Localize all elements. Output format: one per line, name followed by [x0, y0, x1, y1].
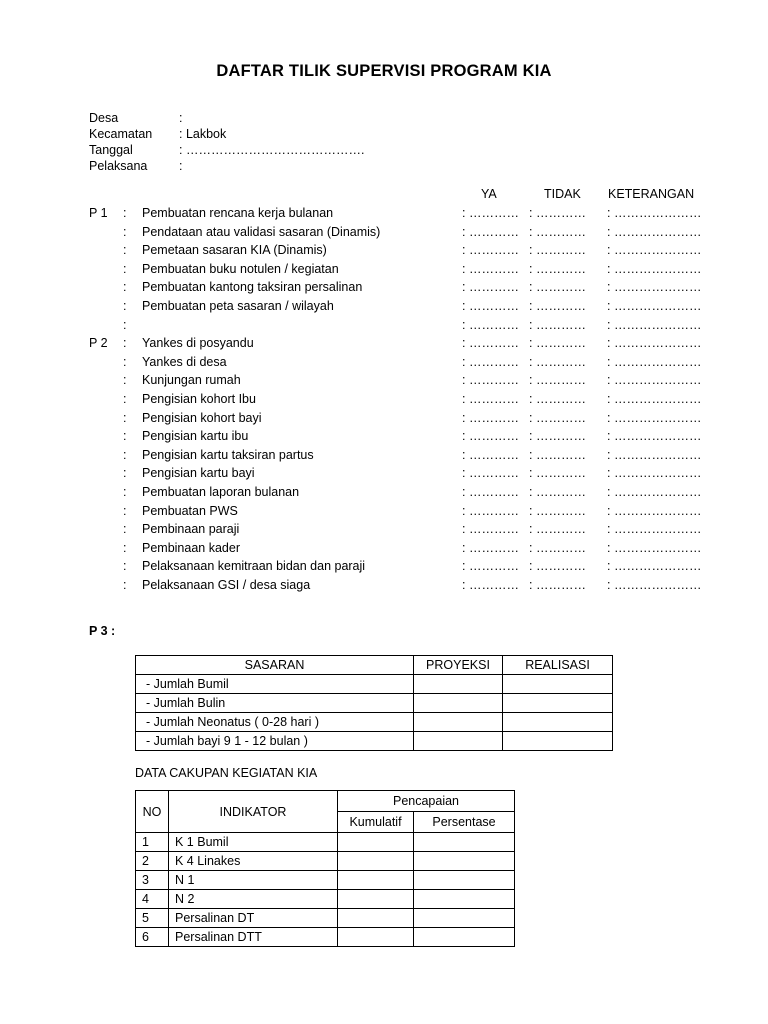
tidak-blank[interactable]: : ………… — [529, 317, 586, 332]
keterangan-blank[interactable]: : ………………… — [607, 522, 702, 537]
section-label: P 1 — [89, 206, 108, 220]
table-row — [136, 909, 515, 928]
checklist-item: Pengisian kartu bayi — [142, 466, 255, 481]
colon: : — [123, 540, 127, 555]
ya-blank[interactable]: : ………… — [462, 280, 519, 295]
sasaran-table — [135, 655, 613, 751]
proyeksi-cell[interactable] — [414, 732, 503, 751]
checklist-row — [89, 260, 709, 278]
table-row — [136, 713, 613, 732]
identity-value[interactable]: : — [179, 111, 183, 125]
table-row — [136, 675, 613, 694]
ya-blank[interactable]: : ………… — [462, 410, 519, 425]
indikator-cell: K 4 Linakes — [169, 852, 338, 871]
colon: : — [123, 522, 127, 537]
keterangan-blank[interactable]: : ………………… — [607, 559, 702, 574]
checklist-item: Pembuatan rencana kerja bulanan — [142, 206, 334, 220]
tidak-blank[interactable]: : ………… — [529, 261, 586, 276]
tidak-blank[interactable]: : ………… — [529, 540, 586, 555]
checklist-row — [89, 409, 709, 427]
keterangan-blank[interactable]: : ………………… — [607, 354, 702, 369]
checklist-row — [89, 223, 709, 241]
colon: : — [123, 261, 127, 276]
checklist-row — [89, 557, 709, 575]
keterangan-blank[interactable]: : ………………… — [607, 540, 702, 555]
tidak-blank[interactable]: : ………… — [529, 485, 586, 499]
colon: : — [123, 466, 127, 481]
colon: : — [123, 559, 127, 574]
colon: : — [123, 410, 127, 425]
identity-value[interactable]: : — [179, 159, 183, 173]
identity-value[interactable]: : ……………………………………. — [179, 143, 365, 157]
sasaran-cell: - Jumlah bayi 9 1 - 12 bulan ) — [136, 732, 414, 751]
proyeksi-cell[interactable] — [414, 694, 503, 713]
kumulatif-cell[interactable] — [338, 871, 414, 890]
ya-blank[interactable]: : ………… — [462, 261, 519, 276]
checklist-item: Pengisian kartu taksiran partus — [142, 447, 314, 462]
checklist-row — [89, 576, 709, 594]
checklist-item: Pelaksanaan GSI / desa siaga — [142, 578, 311, 592]
persentase-header: Persentase — [414, 812, 515, 833]
kumulatif-cell[interactable] — [338, 909, 414, 928]
checklist-row — [89, 353, 709, 371]
colon: : — [123, 373, 127, 388]
tidak-blank[interactable]: : ………… — [529, 559, 586, 574]
checklist-row — [89, 539, 709, 557]
checklist-item: Pembuatan buku notulen / kegiatan — [142, 261, 339, 276]
tidak-blank[interactable]: : ………… — [529, 336, 586, 351]
checklist-row — [89, 520, 709, 538]
checklist-item: Pengisian kartu ibu — [142, 429, 249, 444]
checklist-item: Pembuatan peta sasaran / wilayah — [142, 299, 334, 313]
checklist-item: Pengisian kohort bayi — [142, 410, 262, 425]
ya-blank[interactable]: : ………… — [462, 485, 519, 499]
ya-blank[interactable]: : ………… — [462, 354, 519, 369]
checklist-row — [89, 390, 709, 408]
keterangan-blank[interactable]: : ………………… — [607, 373, 702, 388]
checklist-item: Pengisian kohort Ibu — [142, 392, 256, 406]
kumulatif-cell[interactable] — [338, 890, 414, 909]
tidak-blank[interactable]: : ………… — [529, 447, 586, 462]
tidak-blank[interactable]: : ………… — [529, 224, 586, 239]
checklist-row — [89, 241, 709, 259]
no-cell: 6 — [136, 928, 169, 947]
table-row — [136, 890, 515, 909]
ya-blank[interactable]: : ………… — [462, 317, 519, 332]
checklist-row — [89, 502, 709, 520]
persentase-cell[interactable] — [414, 890, 515, 909]
tidak-blank[interactable]: : ………… — [529, 243, 586, 258]
keterangan-blank[interactable]: : ………………… — [607, 410, 702, 425]
colon: : — [123, 503, 127, 518]
keterangan-blank[interactable]: : ………………… — [607, 336, 702, 351]
section-label: P 2 — [89, 336, 108, 351]
col-header-keterangan: KETERANGAN — [608, 187, 695, 201]
keterangan-blank[interactable]: : ………………… — [607, 243, 702, 258]
ya-blank[interactable]: : ………… — [462, 503, 519, 518]
realisasi-header: REALISASI — [503, 656, 613, 675]
checklist-item: Pemetaan sasaran KIA (Dinamis) — [142, 243, 327, 258]
tidak-blank[interactable]: : ………… — [529, 522, 586, 537]
colon: : — [123, 392, 127, 406]
tidak-blank[interactable]: : ………… — [529, 410, 586, 425]
ya-blank[interactable]: : ………… — [462, 299, 519, 313]
table-row — [136, 928, 515, 947]
no-cell: 1 — [136, 833, 169, 852]
tidak-blank[interactable]: : ………… — [529, 206, 586, 220]
sasaran-cell: - Jumlah Bulin — [136, 694, 414, 713]
kumulatif-cell[interactable] — [338, 833, 414, 852]
keterangan-blank[interactable]: : ………………… — [607, 447, 702, 462]
checklist-item: Pembinaan paraji — [142, 522, 240, 537]
checklist-item: Pelaksanaan kemitraan bidan dan paraji — [142, 559, 366, 574]
checklist-item: Pembuatan kantong taksiran persalinan — [142, 280, 363, 295]
ya-blank[interactable]: : ………… — [462, 540, 519, 555]
colon: : — [123, 485, 127, 499]
ya-blank[interactable]: : ………… — [462, 466, 519, 481]
tidak-blank[interactable]: : ………… — [529, 429, 586, 444]
no-cell: 2 — [136, 852, 169, 871]
keterangan-blank[interactable]: : ………………… — [607, 261, 702, 276]
tidak-blank[interactable]: : ………… — [529, 392, 586, 406]
checklist-row — [89, 278, 709, 296]
tidak-blank[interactable]: : ………… — [529, 373, 586, 388]
ya-blank[interactable]: : ………… — [462, 392, 519, 406]
colon: : — [123, 578, 127, 592]
kumulatif-cell[interactable] — [338, 928, 414, 947]
indikator-cell: Persalinan DTT — [169, 928, 338, 947]
keterangan-blank[interactable]: : ………………… — [607, 503, 702, 518]
ya-blank[interactable]: : ………… — [462, 429, 519, 444]
checklist-row — [89, 334, 709, 352]
no-cell: 4 — [136, 890, 169, 909]
col-header-tidak: TIDAK — [544, 187, 581, 201]
no-header: NO — [136, 791, 169, 833]
sasaran-cell: - Jumlah Neonatus ( 0-28 hari ) — [136, 713, 414, 732]
checklist-row — [89, 316, 709, 334]
keterangan-blank[interactable]: : ………………… — [607, 299, 702, 313]
colon: : — [123, 206, 127, 220]
keterangan-blank[interactable]: : ………………… — [607, 280, 702, 295]
ya-blank[interactable]: : ………… — [462, 224, 519, 239]
col-header-ya: YA — [481, 187, 497, 201]
identity-value[interactable]: : Lakbok — [179, 127, 227, 141]
p3-label: P 3 : — [89, 624, 116, 638]
table-row — [136, 833, 515, 852]
identity-label: Kecamatan — [89, 127, 153, 141]
ya-blank[interactable]: : ………… — [462, 243, 519, 258]
table-row — [136, 732, 613, 751]
colon: : — [123, 299, 127, 313]
persentase-cell[interactable] — [414, 928, 515, 947]
table-row — [136, 694, 613, 713]
indikator-cell: Persalinan DT — [169, 909, 338, 928]
tidak-blank[interactable]: : ………… — [529, 280, 586, 295]
checklist-item: Yankes di desa — [142, 354, 227, 369]
checklist-item: Pembinaan kader — [142, 540, 240, 555]
ya-blank[interactable]: : ………… — [462, 522, 519, 537]
cakupan-table — [135, 790, 515, 947]
realisasi-cell[interactable] — [503, 675, 613, 694]
colon: : — [123, 243, 127, 258]
checklist-item: Pembuatan laporan bulanan — [142, 485, 300, 499]
checklist-item: Yankes di posyandu — [142, 336, 254, 351]
proyeksi-header: PROYEKSI — [414, 656, 503, 675]
ya-blank[interactable]: : ………… — [462, 559, 519, 574]
colon: : — [123, 224, 127, 239]
identity-label: Tanggal — [89, 143, 133, 157]
keterangan-blank[interactable]: : ………………… — [607, 466, 702, 481]
no-cell: 5 — [136, 909, 169, 928]
proyeksi-cell[interactable] — [414, 713, 503, 732]
tidak-blank[interactable]: : ………… — [529, 466, 586, 481]
kumulatif-header: Kumulatif — [338, 812, 414, 833]
keterangan-blank[interactable]: : ………………… — [607, 206, 702, 220]
colon: : — [123, 447, 127, 462]
realisasi-cell[interactable] — [503, 694, 613, 713]
persentase-cell[interactable] — [414, 871, 515, 890]
persentase-cell[interactable] — [414, 852, 515, 871]
checklist-row — [89, 446, 709, 464]
realisasi-cell[interactable] — [503, 732, 613, 751]
table-row — [136, 871, 515, 890]
ya-blank[interactable]: : ………… — [462, 447, 519, 462]
no-cell: 3 — [136, 871, 169, 890]
checklist-item: Kunjungan rumah — [142, 373, 241, 388]
proyeksi-cell[interactable] — [414, 675, 503, 694]
keterangan-blank[interactable]: : ………………… — [607, 578, 702, 592]
checklist-item: Pembuatan PWS — [142, 503, 238, 518]
persentase-cell[interactable] — [414, 833, 515, 852]
ya-blank[interactable]: : ………… — [462, 373, 519, 388]
tidak-blank[interactable]: : ………… — [529, 503, 586, 518]
page-title: DAFTAR TILIK SUPERVISI PROGRAM KIA — [216, 62, 552, 80]
colon: : — [123, 317, 127, 332]
checklist-item: Pendataan atau validasi sasaran (Dinamis) — [142, 224, 381, 239]
identity-label: Pelaksana — [89, 159, 148, 173]
identity-label: Desa — [89, 111, 119, 125]
indikator-cell: N 2 — [169, 890, 338, 909]
colon: : — [123, 429, 127, 444]
tidak-blank[interactable]: : ………… — [529, 354, 586, 369]
sasaran-header: SASARAN — [136, 656, 414, 675]
indikator-header: INDIKATOR — [169, 791, 338, 833]
sasaran-cell: - Jumlah Bumil — [136, 675, 414, 694]
tidak-blank[interactable]: : ………… — [529, 299, 586, 313]
cakupan-title: DATA CAKUPAN KEGIATAN KIA — [135, 766, 318, 780]
indikator-cell: N 1 — [169, 871, 338, 890]
checklist-row — [89, 483, 709, 501]
colon: : — [123, 354, 127, 369]
persentase-cell[interactable] — [414, 909, 515, 928]
tidak-blank[interactable]: : ………… — [529, 578, 586, 592]
colon: : — [123, 280, 127, 295]
pencapaian-header: Pencapaian — [338, 791, 515, 812]
keterangan-blank[interactable]: : ………………… — [607, 392, 702, 406]
checklist-row — [89, 371, 709, 389]
checklist-row — [89, 464, 709, 482]
ya-blank[interactable]: : ………… — [462, 578, 519, 592]
keterangan-blank[interactable]: : ………………… — [607, 224, 702, 239]
indikator-cell: K 1 Bumil — [169, 833, 338, 852]
checklist-row — [89, 427, 709, 445]
ya-blank[interactable]: : ………… — [462, 336, 519, 351]
colon: : — [123, 336, 127, 351]
realisasi-cell[interactable] — [503, 713, 613, 732]
table-row — [136, 852, 515, 871]
keterangan-blank[interactable]: : ………………… — [607, 485, 702, 499]
keterangan-blank[interactable]: : ………………… — [607, 429, 702, 444]
keterangan-blank[interactable]: : ………………… — [607, 317, 702, 332]
checklist-row — [89, 204, 709, 222]
checklist-row — [89, 297, 709, 315]
kumulatif-cell[interactable] — [338, 852, 414, 871]
ya-blank[interactable]: : ………… — [462, 206, 519, 220]
